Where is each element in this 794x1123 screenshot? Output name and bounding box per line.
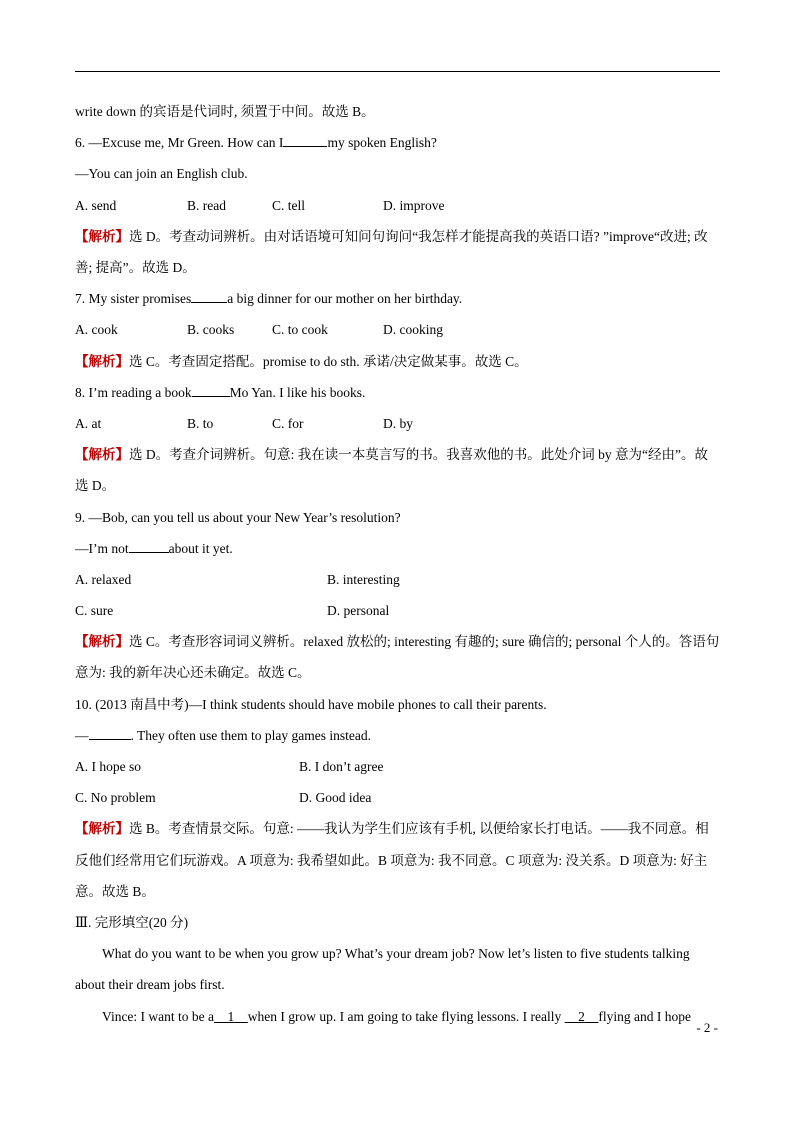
option-c: C. for [272,415,304,431]
answer-blank [191,290,227,303]
page-number: - 2 - [696,1020,718,1035]
question-9-analysis [75,626,720,688]
option-b: B. cooks [187,322,235,338]
option-c: C. sure [75,603,114,619]
question-9-options-row-2 [75,595,720,626]
option-c: C. to cook [272,322,328,338]
option-a: A. I hope so [75,759,141,775]
option-d: D. improve [383,197,445,213]
question-9-options-row-1 [75,564,720,595]
analysis-text: 选 C。考查形容词词义辨析。relaxed 放松的; interesting 有趣的; sure 确信的; personal 个人的。答语句意为: 我的新年决心还未确定。故选 C。 [75,634,720,681]
vince-part-3: flying and I hope [598,1008,691,1024]
cloze-blank-1 [214,1009,248,1024]
question-7-stem-part-2: a big dinner for our mother on her birthday. [227,291,463,307]
question-8-stem [75,377,720,408]
option-b: B. read [187,197,226,213]
question-10-stem: 10. (2013 南昌中考)—I think students should have mobile phones to call their parents. [75,696,547,712]
section-heading: Ⅲ. 完形填空(20 分) [75,915,189,931]
question-6-stem-part-2: my spoken English? [327,135,437,151]
question-6-reply: —You can join an English club. [75,166,248,182]
question-6-options [75,190,720,221]
option-a: A. send [75,197,117,213]
question-6-analysis [75,221,720,283]
question-10-reply-part-1: — [75,727,89,743]
question-8-options [75,408,720,439]
question-9-reply-part-2: about it yet. [168,540,233,556]
option-c: C. tell [272,197,305,213]
question-7-options [75,314,720,345]
question-9-stem: 9. —Bob, can you tell us about your New Year’s resolution? [75,509,401,525]
option-d: D. by [383,415,413,431]
analysis-tag: 【解析】 [75,447,129,463]
analysis-text: 选 D。考查介词辨析。句意: 我在读一本莫言写的书。我喜欢他的书。此处介词 by 意为“经由”。故选 D。 [75,447,708,494]
analysis-tag: 【解析】 [75,634,129,650]
answer-blank [129,540,169,553]
question-6-stem [75,127,720,158]
question-7-stem [75,283,720,314]
answer-blank [283,134,327,147]
analysis-tag: 【解析】 [75,228,129,244]
option-b: B. interesting [327,571,400,587]
passage-intro: What do you want to be when you grow up? What’s your dream job? Now let’s listen to five students talking about their dream jobs first. [75,946,690,993]
question-7-analysis [75,346,720,377]
question-8-stem-part-1: 8. I’m reading a book [75,384,192,400]
question-10-options-row-2 [75,782,720,813]
analysis-text: 选 D。考查动词辨析。由对话语境可知问句询问“我怎样才能提高我的英语口语? ”improve“改进; 改善; 提高”。故选 D。 [75,228,708,275]
page-content [75,96,720,1032]
vince-part-1: Vince: I want to be a [102,1008,215,1024]
option-b: B. I don’t agree [299,759,384,775]
analysis-text: 选 B。考查情景交际。句意: ——我认为学生们应该有手机, 以便给家长打电话。——我不同意。相反他们经常用它们玩游戏。A 项意为: 我希望如此。B 项意为: 我不同意。C 项意为: 没关系。D 项意为: 好主意。故选 B。 [75,821,709,899]
option-a: A. relaxed [75,571,132,587]
cloze-blank-1-number: 1 [227,1008,235,1024]
analysis-tag: 【解析】 [75,353,129,369]
cloze-blank-2-number: 2 [578,1008,585,1024]
question-9-reply-part-1: —I’m not [75,540,129,556]
question-6-stem-part-1: 6. —Excuse me, Mr Green. How can I [75,135,284,151]
passage-vince-line [75,1001,720,1032]
question-8-analysis [75,439,720,501]
lead-line: write down 的宾语是代词时, 须置于中间。故选 B。 [75,104,375,119]
option-a: A. cook [75,322,118,338]
answer-blank [192,384,230,397]
vince-part-2: when I grow up. I am going to take flying lessons. I really [247,1008,562,1024]
option-d: D. cooking [383,322,443,338]
cloze-blank-2 [565,1009,599,1024]
option-b: B. to [187,415,214,431]
header-rule [75,71,720,72]
question-10-reply [75,720,720,751]
analysis-text: 选 C。考查固定搭配。promise to do sth. 承诺/决定做某事。故选 C。 [129,353,528,369]
question-10-options-row-1 [75,751,720,782]
question-9-reply [75,533,720,564]
option-d: D. personal [327,603,390,619]
question-10-analysis [75,813,720,907]
option-c: C. No problem [75,790,156,806]
question-10-reply-part-2: . They often use them to play games instead. [130,727,371,743]
question-7-stem-part-1: 7. My sister promises [75,291,192,307]
answer-blank [89,727,131,740]
option-d: D. Good idea [299,790,372,806]
question-8-stem-part-2: Mo Yan. I like his books. [229,384,366,400]
analysis-tag: 【解析】 [75,821,129,837]
option-a: A. at [75,415,102,431]
